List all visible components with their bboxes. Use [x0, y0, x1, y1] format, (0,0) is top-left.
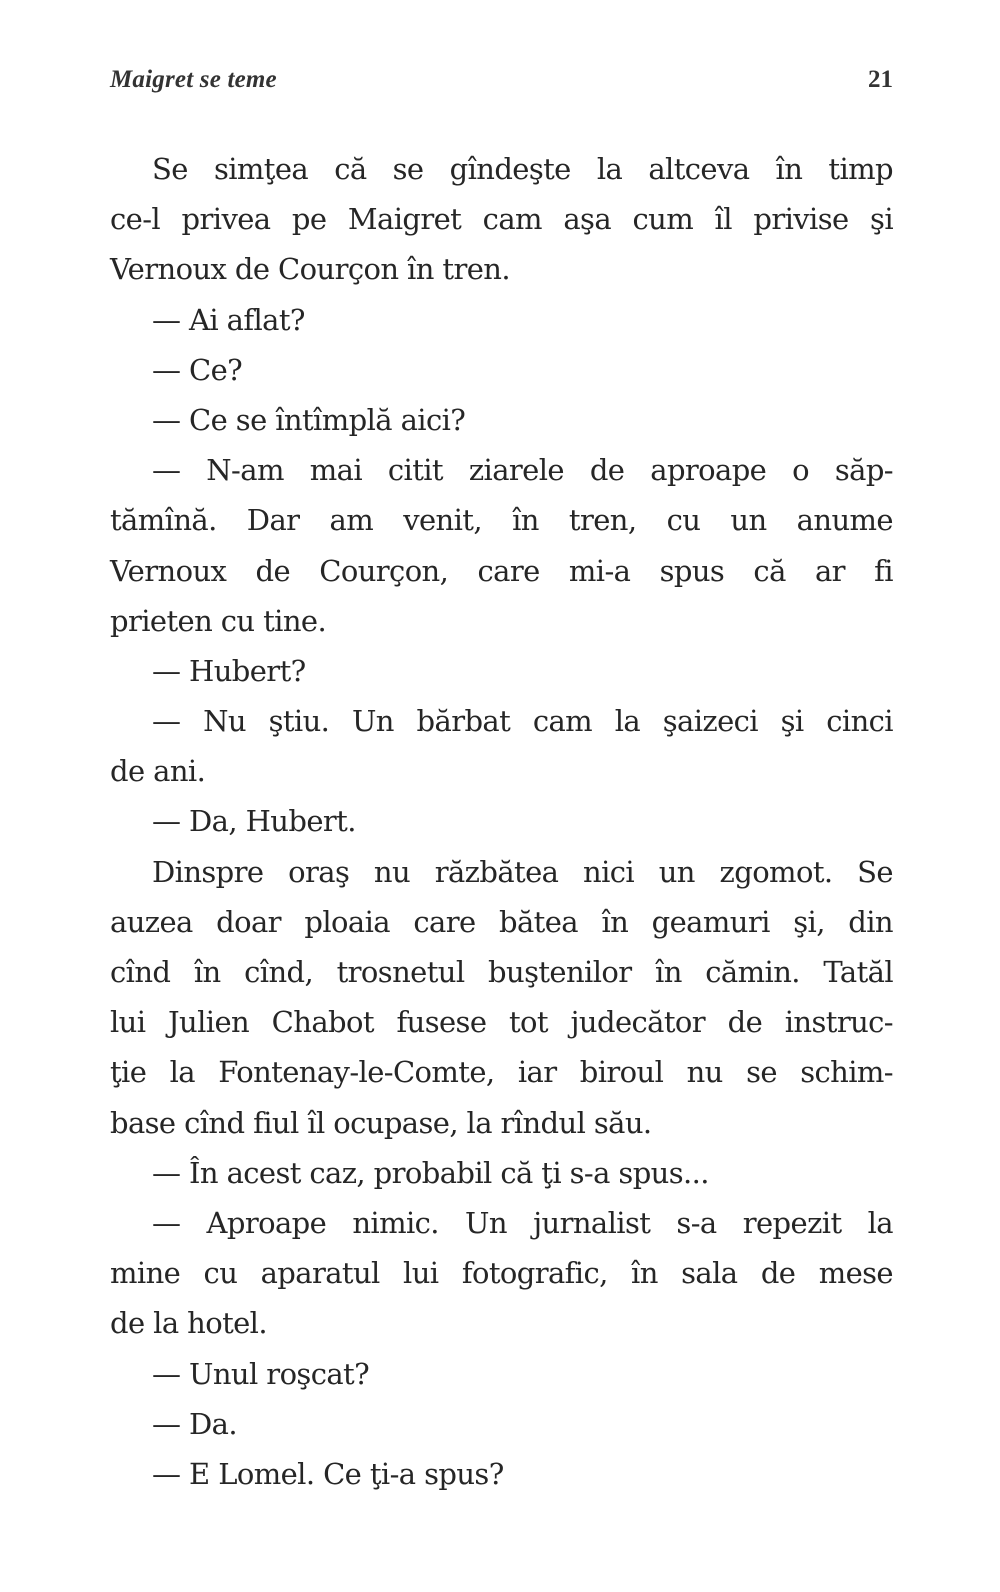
- dialogue-line: — Ce se întîmplă aici?: [152, 402, 466, 437]
- dialogue-line: — Ce?: [152, 352, 243, 387]
- text-line: Vernoux de Courçon în tren.: [110, 252, 510, 287]
- text-line: base cînd fiul îl ocupase, la rîndul său.: [110, 1105, 652, 1140]
- dialogue-line: — Aproape nimic. Un jurnalist s-a repezit la: [152, 1205, 893, 1240]
- dialogue-line: — Nu ştiu. Un bărbat cam la şaizeci şi cinci: [152, 704, 893, 739]
- body-text: [110, 144, 893, 1499]
- text-line: ce-l privea pe Maigret cam aşa cum îl privise şi: [110, 202, 893, 237]
- text-line: Se simţea că se gîndeşte la altceva în timp: [152, 152, 893, 186]
- running-header: [110, 66, 893, 102]
- text-line: de ani.: [110, 754, 206, 789]
- dialogue-line: — Ai aflat?: [152, 302, 305, 337]
- text-line: Vernoux de Courçon, care mi-a spus că ar fi: [110, 553, 893, 588]
- text-line: lui Julien Chabot fusese tot judecător de instruc-: [110, 1005, 893, 1040]
- dialogue-line: — Da, Hubert.: [152, 804, 356, 839]
- text-line: de la hotel.: [110, 1306, 267, 1341]
- page-number: 21: [868, 66, 893, 93]
- text-line: auzea doar ploaia care bătea în geamuri şi, din: [110, 904, 893, 939]
- dialogue-line: — N-am mai citit ziarele de aproape o săp-: [152, 453, 893, 488]
- text-line: mine cu aparatul lui fotografic, în sala de mese: [110, 1256, 893, 1291]
- text-line: cînd în cînd, trosnetul buştenilor în cămin. Tatăl: [110, 955, 893, 989]
- dialogue-line: — Hubert?: [152, 653, 306, 688]
- dialogue-line: — În acest caz, probabil că ţi s-a spus...: [152, 1155, 709, 1190]
- dialogue-line: — E Lomel. Ce ţi-a spus?: [152, 1456, 504, 1491]
- dialogue-line: — Unul roşcat?: [152, 1356, 370, 1391]
- text-line: Dinspre oraş nu răzbătea nici un zgomot. Se: [152, 854, 893, 889]
- dialogue-line: — Da.: [152, 1406, 237, 1441]
- text-line: tămînă. Dar am venit, în tren, cu un anume: [110, 503, 893, 538]
- running-title: Maigret se teme: [110, 66, 277, 93]
- text-line: prieten cu tine.: [110, 603, 327, 638]
- text-line: ţie la Fontenay-le-Comte, iar biroul nu se schim-: [110, 1055, 893, 1090]
